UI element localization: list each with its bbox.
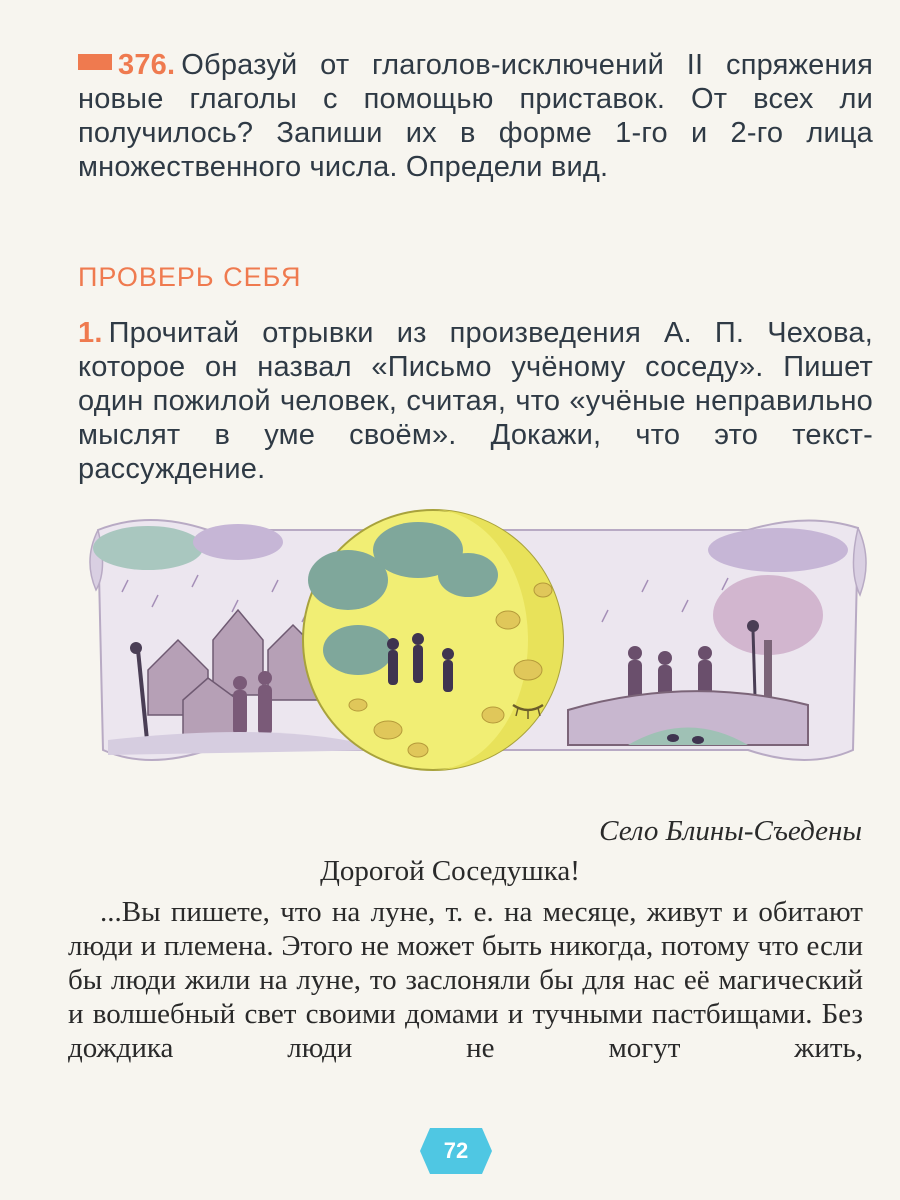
task-1 xyxy=(78,316,873,486)
page-number-badge xyxy=(420,1128,492,1174)
exercise-marker-icon xyxy=(78,54,112,70)
task-number: 1. xyxy=(78,317,103,349)
moon-village-illustration xyxy=(88,500,868,800)
exercise-number: 376. xyxy=(118,49,176,81)
exercise-text: Образуй от глаголов-исключений II спряжения новые глаголы с помощью приставок. От всех ли получилось? Запиши их в форме 1-го и 2-го лица множественного числа. Определи вид. xyxy=(78,49,873,183)
letter-greeting: Дорогой Соседушка! xyxy=(320,855,580,887)
page-number: 72 xyxy=(443,1138,469,1163)
section-title: ПРОВЕРЬ СЕБЯ xyxy=(78,262,302,292)
task-text: Прочитай отрывки из произведения А. П. Чехова, которое он назвал «Письмо учёному соседу». Пишет один пожилой человек, считая, что «учёные неправильно мыслят в уме своём». Докажи, что это текст-рассуждение. xyxy=(78,317,873,485)
letter-body: ...Вы пишете, что на луне, т. е. на месяце, живут и обитают люди и племена. Этого не может быть никогда, потому что если бы люди жили на луне, то заслоняли бы для нас её магический и волшебный свет своими домами и тучными пастбищами. Без дождика люди не могут жить, xyxy=(68,896,863,1064)
exercise-376 xyxy=(78,48,873,184)
letter-place: Село Блины-Съедены xyxy=(599,815,862,847)
